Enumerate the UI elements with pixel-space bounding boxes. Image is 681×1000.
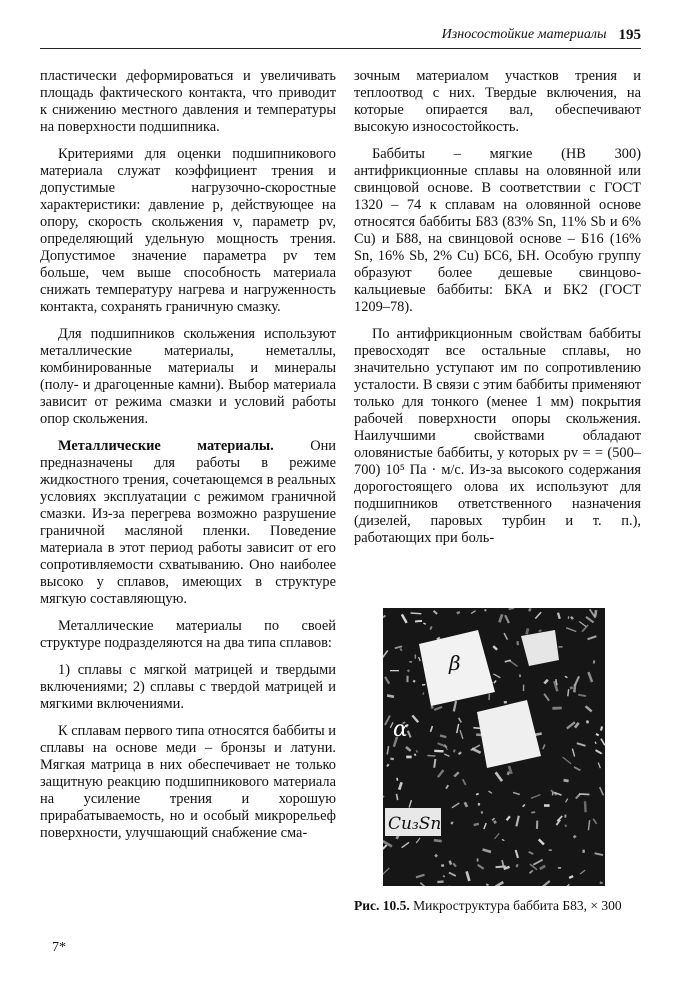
paragraph: зочным материалом участков трения и теплоотвод с них. Твердые включения, на которые опирается вал, обеспечивают высокую износостойкость. [354, 68, 641, 135]
paragraph: пластически деформироваться и увеличивать площадь фактического контакта, что приводит к снижению местного давления и температуры на поверхности подшипника. [40, 68, 336, 135]
micrograph-image [383, 608, 605, 886]
paragraph-text: Они предназначены для работы в режиме жидкостного трения, сочетающемся в реальных условиях эксплуатации с режимом граничной смазки. Из-за перегрева возможно разрушение граничной масляной пленки. Поведение материала в этот период работы зависит от его сопротивляемости схватыванию. Оно наиболее высоко у сплавов, имеющих в структуре мягкую составляющую. [40, 438, 336, 607]
needle-crystal [549, 850, 552, 851]
left-column [40, 68, 336, 842]
paragraph: К сплавам первого типа относятся баббиты и сплавы на основе меди – бронзы и латуни. Мягкая матрица в них обеспечивает не только защитную реакцию подшипникового материала на усиление трения и хорошую прирабатываемость, но и особый микрорельеф поверхности, улучшающий снабжение сма- [40, 723, 336, 841]
label-alpha: α [393, 717, 408, 742]
needle-crystal [552, 707, 561, 710]
right-column [354, 68, 641, 547]
needle-crystal [477, 858, 479, 861]
paragraph: 1) сплавы с мягкой матрицей и твердыми включениями; 2) сплавы с твердой матрицей и мягкими включениями. [40, 662, 336, 712]
figure-caption-text: Микроструктура баббита Б83, × 300 [409, 898, 622, 913]
figure-caption [354, 898, 641, 914]
paragraph: По антифрикционным свойствам баббиты превосходят все остальные сплавы, но значительно уступают им по сопротивлению усталости. В связи с этим баббиты применяют только для тонкого (менее 1 мм) покрытия рабочей поверхности опоры скольжения. Наилучшими свойствами обладают оловянистые баббиты, у которых pv = = (500–700) 10⁵ Па · м/с. Из-за высокого содержания дорогостоящего олова их используют для подшипников ответственного назначения (дизелей, паровых турбин и т. п.), работающих при боль- [354, 326, 641, 546]
run-in-heading: Металлические материалы. [58, 438, 274, 454]
needle-crystal [390, 670, 399, 671]
page-number: 195 [618, 26, 641, 43]
needle-crystal [536, 821, 538, 829]
micrograph-figure [383, 608, 605, 886]
label-beta: β [449, 651, 461, 675]
label-cu3sn: Cu₃Sn [388, 814, 442, 834]
needle-crystal [504, 701, 507, 704]
needle-crystal [437, 880, 443, 883]
needle-crystal [582, 850, 585, 853]
needle-crystal [441, 864, 444, 867]
paragraph: Металлические материалы по своей структуре подразделяются на два типа сплавов: [40, 618, 336, 651]
needle-crystal [552, 792, 554, 795]
needle-crystal [564, 814, 566, 817]
running-title: Износостойкие материалы [441, 27, 607, 42]
needle-crystal [406, 676, 408, 682]
needle-crystal [415, 655, 417, 659]
printer-signature: 7* [52, 940, 66, 955]
needle-crystal [568, 616, 570, 619]
needle-crystal [544, 804, 550, 807]
needle-crystal [434, 750, 443, 753]
needle-crystal [517, 641, 519, 645]
needle-crystal [559, 646, 563, 648]
paragraph [40, 438, 336, 608]
paragraph: Для подшипников скольжения используют металлические материалы, неметаллы, комбинированные материалы и минералы (полу- и драгоценные камни). Выбор материала зависит от режима смазки и условий работы опор скольжения. [40, 326, 336, 427]
needle-crystal [558, 867, 561, 869]
figure-number: Рис. 10.5. [354, 898, 410, 913]
running-head [40, 22, 641, 49]
paragraph: Критериями для оценки подшипникового материала служат коэффициент трения и допустимые нагрузочно-скоростные характеристики: давление p, действующее на опору, скорость скольжения v, параметр pv, определяющий удельную мощность трения. Допустимое значение параметра pv тем больше, чем выше способность материала снижать температуру нагрева и нагруженность контакта, сохранять граничную смазку. [40, 146, 336, 315]
needle-crystal [406, 756, 412, 759]
paragraph: Баббиты – мягкие (HB 300) антифрикционные сплавы на оловянной или свинцовой основе. В соответствии с ГОСТ 1320 – 74 к сплавам на оловянной основе относятся баббиты Б83 (83% Sn, 11% Sb и 6% Cu) и Б88, на свинцовой основе – Б16 (16% Sn, 16% Sb, 2% Cu) БС6, БН. Особую группу образуют более дешевые свинцово-кальциевые баббиты: БКА и БК2 (ГОСТ 1209–78). [354, 146, 641, 315]
needle-crystal [523, 685, 525, 691]
